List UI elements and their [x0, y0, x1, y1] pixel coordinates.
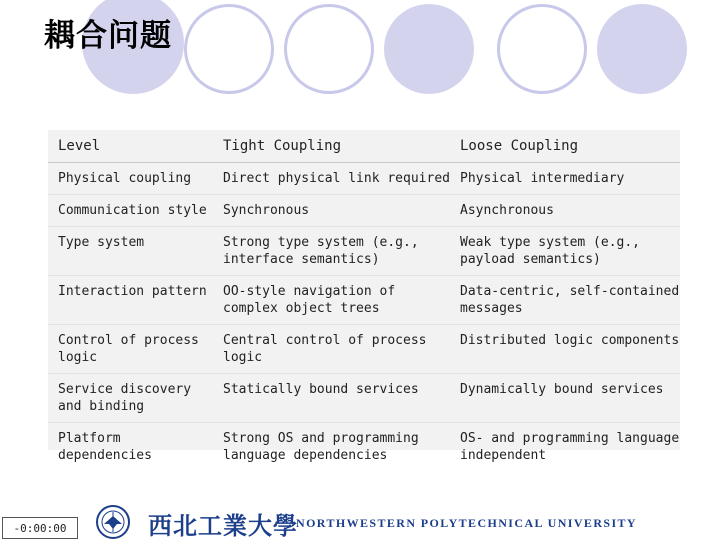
table-cell: OO-style navigation of complex object trees [213, 276, 450, 325]
university-name-english: NORTHWESTERN POLYTECHNICAL UNIVERSITY [296, 516, 638, 530]
table-cell: Asynchronous [450, 195, 680, 227]
table-cell: Data-centric, self-contained messages [450, 276, 680, 325]
table-cell: Communication style [48, 195, 213, 227]
slide-timer-control[interactable]: -0:00:00 [2, 517, 78, 539]
column-header-tight-coupling: Tight Coupling [213, 130, 450, 163]
table-cell: Physical coupling [48, 163, 213, 195]
table-row [48, 227, 680, 276]
university-emblem-icon [95, 504, 131, 540]
table-row [48, 325, 680, 374]
table-row [48, 423, 680, 472]
decor-circle-2 [184, 4, 274, 94]
coupling-table [48, 130, 680, 471]
table-cell: OS- and programming language independent [460, 431, 680, 463]
table-cell: Type system [48, 227, 213, 276]
table-cell: Weak type system (e.g., payload semantics) [450, 227, 680, 276]
table-header-row [48, 130, 680, 163]
decor-circle-3 [284, 4, 374, 94]
slide-title: 耦合问题 [44, 18, 172, 54]
table-cell: Distributed logic components [450, 325, 680, 374]
table-cell: Physical intermediary [450, 163, 680, 195]
table-cell: Direct physical link required [213, 163, 450, 195]
table-cell: Platform dependencies [58, 431, 152, 463]
slide-footer [0, 500, 720, 540]
decor-circle-5 [497, 4, 587, 94]
table-cell: Strong OS and programming language dependencies [223, 431, 419, 463]
table-cell: Strong type system (e.g., interface semantics) [213, 227, 450, 276]
table-cell: Dynamically bound services [450, 374, 680, 423]
decor-circle-6 [597, 4, 687, 94]
table-cell: Synchronous [213, 195, 450, 227]
table-row [48, 163, 680, 195]
table-cell: Statically bound services [213, 374, 450, 423]
coupling-table-container [48, 130, 680, 463]
table-cell: Control of process logic [48, 325, 213, 374]
column-header-level: Level [48, 130, 213, 163]
decor-circle-4 [384, 4, 474, 94]
table-cell: Service discovery and binding [48, 374, 213, 423]
table-row [48, 374, 680, 423]
table-row [48, 276, 680, 325]
table-row [48, 195, 680, 227]
university-name-chinese: 西北工業大學 [148, 511, 298, 540]
table-cell: Central control of process logic [213, 325, 450, 374]
table-cell: Interaction pattern [48, 276, 213, 325]
column-header-loose-coupling: Loose Coupling [450, 130, 680, 163]
